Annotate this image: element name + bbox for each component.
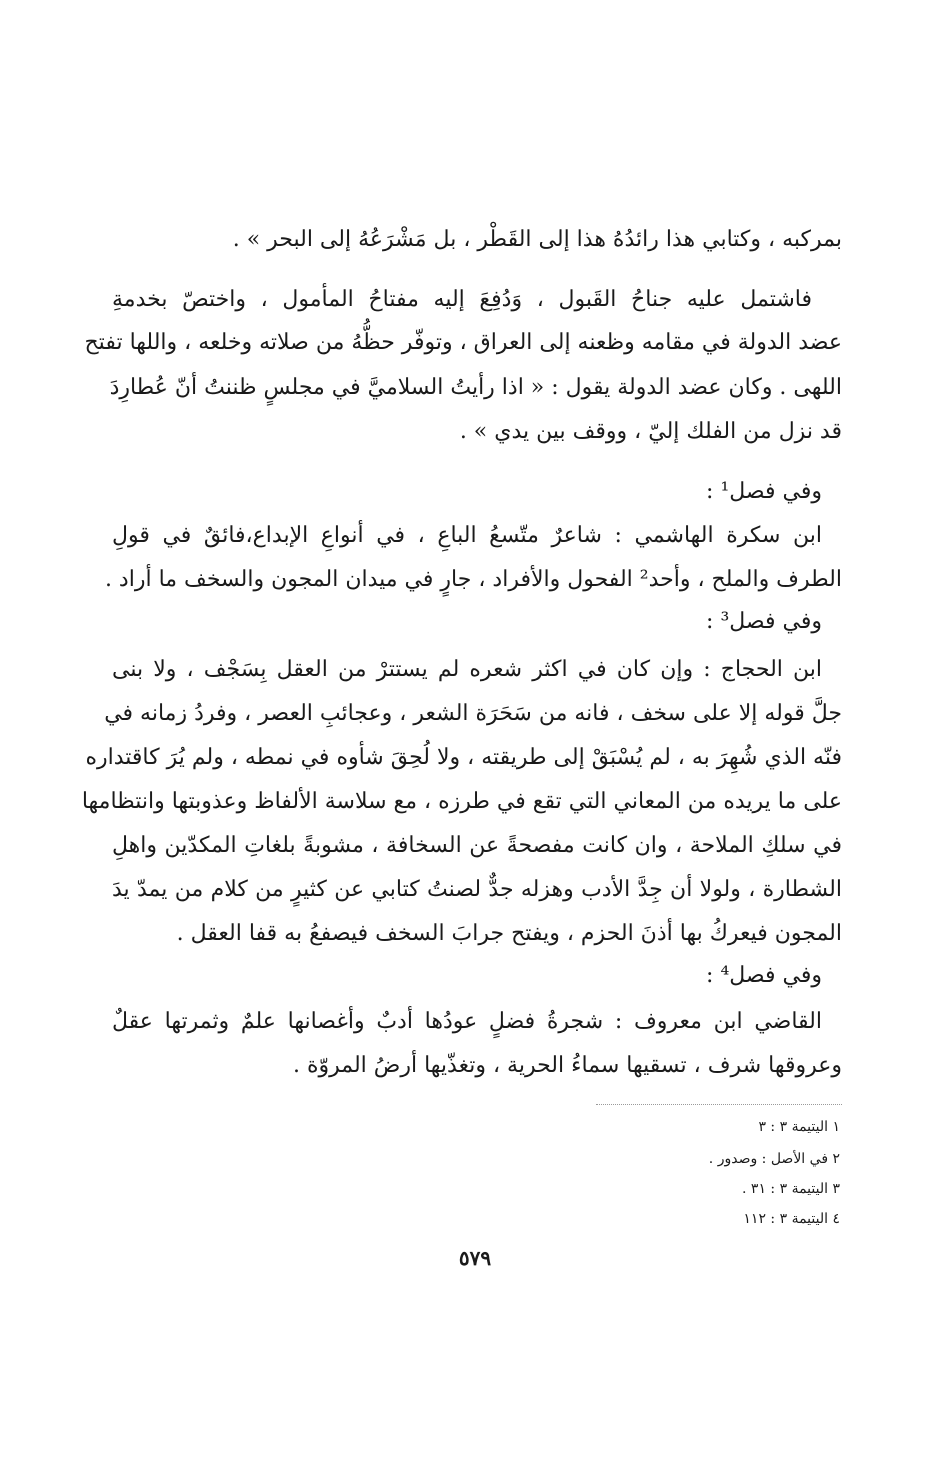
body-line: ابن الحجاج : وإن كان في اكثر شعره لم يستترْ من العقل بِسَجْف ، ولا بنى — [112, 657, 823, 682]
footnote: ٤ اليتيمة ٣ : ١١٢ — [743, 1211, 840, 1227]
body-line: فنّه الذي شُهِرَ به ، لم يُسْبَقْ إلى طريقته ، ولا لُحِقَ شأوه في نمطه ، ولم يُرَ كاقتداره — [85, 745, 842, 770]
body-line: الطرف والملح ، وأحد² الفحول والأفراد ، جارٍ في ميدان المجون والسخف ما أراد . — [104, 567, 842, 592]
page-number: ٥٧٩ — [458, 1246, 492, 1270]
body-line: عضد الدولة في مقامه وظعنه إلى العراق ، وتوفّر حظُّهُ من صلاته وخلعه ، واللها تفتح — [84, 330, 842, 355]
body-line: اللهى . وكان عضد الدولة يقول : « اذا رأيتُ السلاميَّ في مجلسٍ ظننتُ أنّ عُطارِدَ — [109, 375, 842, 400]
section-heading: وفي فصل³ : — [706, 609, 822, 634]
body-line: ابن سكرة الهاشمي : شاعرٌ متّسعُ الباعِ ، في أنواعِ الإبداع،فائقٌ في قولِ — [112, 523, 822, 548]
body-line: القاضي ابن معروف : شجرةُ فضلٍ عودُها أدبٌ وأغصانها علمٌ وثمرتها عقلٌ — [112, 1009, 822, 1034]
body-line: وعروقها شرف ، تسقيها سماءُ الحرية ، وتغذّيها أرضُ المروّة . — [292, 1053, 842, 1078]
footnote: ٣ اليتيمة ٣ : ٣١ . — [742, 1181, 840, 1197]
footnote: ١ اليتيمة ٣ : ٣ — [758, 1119, 840, 1135]
footnote-divider — [596, 1104, 842, 1105]
body-line: على ما يريده من المعاني التي تقع في طرزه ، مع سلاسة الألفاظ وعذوبتها وانتظامها — [81, 789, 842, 814]
body-line: قد نزل من الفلك إليّ ، ووقف بين يدي » . — [459, 419, 842, 444]
body-line: فاشتمل عليه جناحُ القَبول ، وَدُفِعَ إليه مفتاحُ المأمول ، واختصّ بخدمةِ — [112, 287, 812, 312]
body-line: الشطارة ، ولولا أن جِدَّ الأدب وهزله جدٌّ لصنتُ كتابي عن كثيرٍ من كلام من يمدّ يدَ — [112, 877, 842, 902]
body-line: في سلكِ الملاحة ، وان كانت مفصحةً عن السخافة ، مشوبةً بلغاتِ المكدّين واهلِ — [112, 833, 842, 858]
body-line: المجون فيعركُ بها أذنَ الحزم ، ويفتح جرابَ السخف فيصفعُ به قفا العقل . — [176, 921, 842, 946]
section-heading: وفي فصل¹ : — [706, 479, 822, 504]
body-line: بمركبه ، وكتابي هذا رائدُهُ هذا إلى القَطْر ، بل مَشْرَعُهُ إلى البحر » . — [232, 227, 842, 252]
footnote: ٢ في الأصل : وصدور . — [708, 1151, 840, 1167]
section-heading: وفي فصل⁴ : — [706, 963, 822, 988]
body-line: جلَّ قوله إلا على سخف ، فانه من سَحَرَة الشعر ، وعجائبِ العصر ، وفردُ زمانه في — [104, 701, 842, 726]
